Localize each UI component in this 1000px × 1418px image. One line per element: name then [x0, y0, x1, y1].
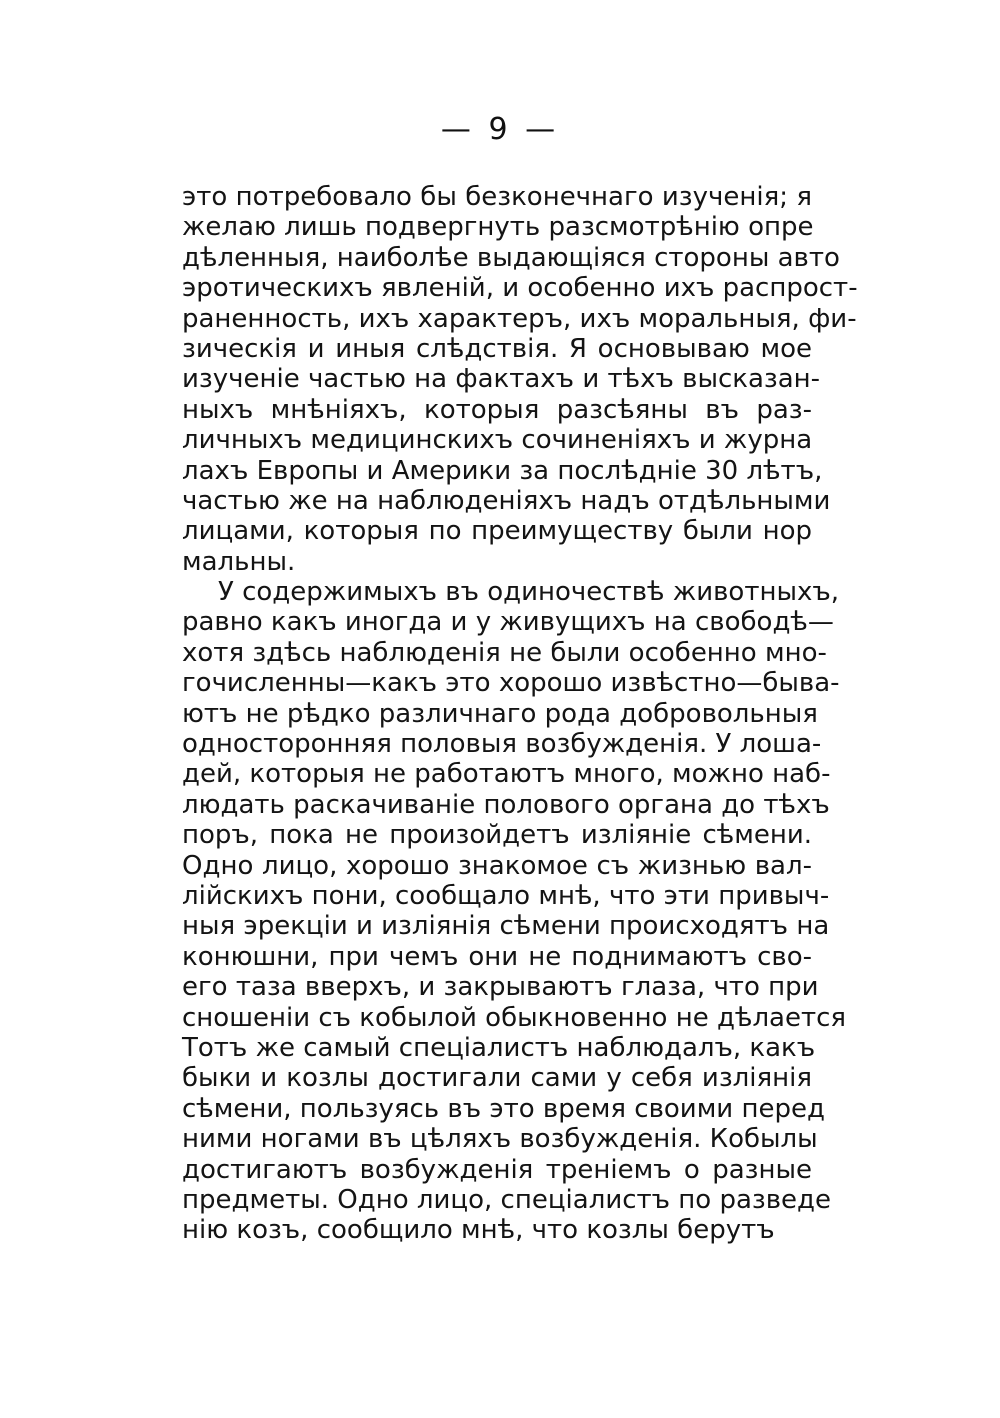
text-line: это потребовало бы безконечнаго изученія; я: [182, 182, 812, 212]
text-line: зическія и иныя слѣдствія. Я основываю мое: [182, 333, 812, 364]
text-line: дѣленныя, наиболѣе выдающіяся стороны авто: [182, 242, 840, 273]
text-line: поръ, пока не произойдетъ изліяніе сѣмени.: [182, 820, 812, 851]
text-line: ними ногами въ цѣляхъ возбужденія. Кобылы: [182, 1124, 818, 1155]
text-line: Тотъ же самый спеціалистъ наблюдалъ, какъ: [182, 1032, 816, 1063]
text-line: гочисленны—какъ это хорошо извѣстно—быва-: [182, 668, 840, 699]
text-line: частью же на наблюденіяхъ надъ отдѣльными: [182, 485, 831, 516]
text-line: ныхъ мнѣніяхъ, которыя разсѣяны въ раз-: [182, 394, 812, 425]
text-line: ныя эрекціи и изліянія сѣмени происходятъ на: [182, 911, 830, 942]
text-line: достигаютъ возбужденія треніемъ о разные: [182, 1154, 812, 1185]
page-number: — 9 —: [440, 112, 560, 147]
text-line: эротическихъ явленій, и особенно ихъ распрост-: [182, 273, 858, 304]
text-line: конюшни, при чемъ они не поднимаютъ сво-: [182, 941, 812, 972]
text-line: Одно лицо, хорошо знакомое съ жизнью вал-: [182, 850, 812, 881]
paragraph: [182, 182, 858, 577]
text-line: равно какъ иногда и у живущихъ на свободѣ—: [182, 607, 834, 638]
text-line: хотя здѣсь наблюденія не были особенно мно-: [182, 637, 827, 668]
text-line: нію козъ, сообщило мнѣ, что козлы берутъ: [182, 1215, 775, 1246]
paragraph: [182, 577, 847, 1246]
text-line: раненность, ихъ характеръ, ихъ моральныя, фи-: [182, 303, 857, 334]
text-line: личныхъ медицинскихъ сочиненіяхъ и журна: [182, 425, 813, 456]
text-line: сѣмени, пользуясь въ это время своими перед: [182, 1093, 825, 1124]
text-line: У содержимыхъ въ одиночествѣ животныхъ,: [218, 577, 840, 608]
body-text: [182, 182, 858, 1246]
text-line: его таза вверхъ, и закрываютъ глаза, что при: [182, 972, 819, 1003]
text-line: мальны.: [182, 546, 296, 577]
text-line: желаю лишь подвергнуть разсмотрѣнію опре: [182, 212, 814, 243]
text-line: ютъ не рѣдко различнаго рода добровольныя: [182, 698, 818, 729]
text-line: односторонняя половыя возбужденія. У лоша-: [182, 729, 822, 760]
text-line: людать раскачиваніе полового органа до тѣхъ: [182, 789, 830, 820]
text-line: лійскихъ пони, сообщало мнѣ, что эти привыч-: [182, 880, 830, 911]
text-line: лицами, которыя по преимуществу были нор: [182, 516, 812, 547]
text-line: быки и козлы достигали сами у себя изліянія: [182, 1063, 812, 1094]
text-line: дей, которыя не работаютъ много, можно наб-: [182, 759, 831, 790]
text-line: сношеніи съ кобылой обыкновенно не дѣлается: [182, 1002, 847, 1033]
text-line: лахъ Европы и Америки за послѣдніе 30 лѣтъ,: [182, 455, 823, 486]
text-line: предметы. Одно лицо, спеціалистъ по разведе: [182, 1184, 832, 1215]
text-line: изученіе частью на фактахъ и тѣхъ высказан-: [182, 364, 821, 395]
